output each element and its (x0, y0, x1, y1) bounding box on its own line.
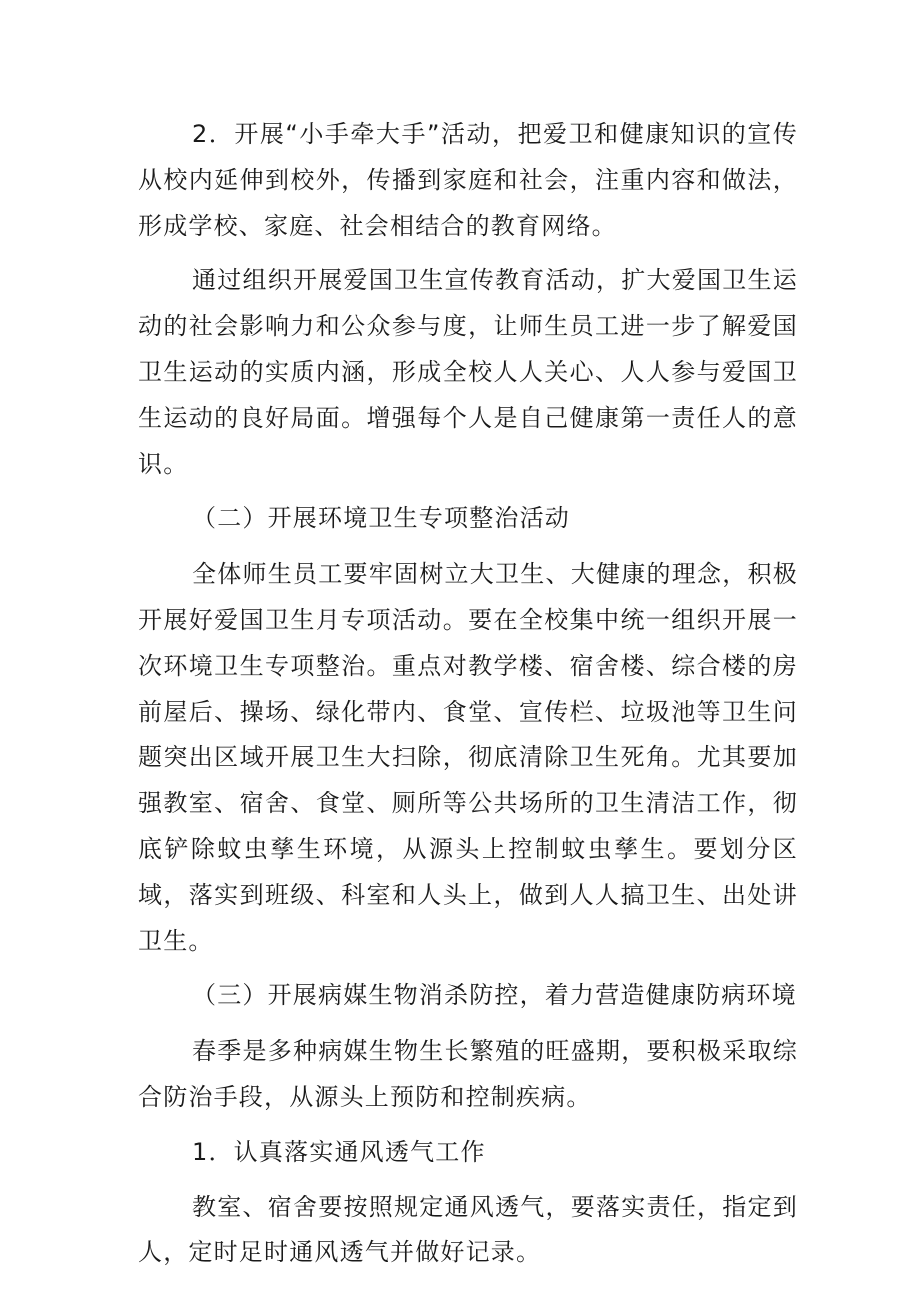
paragraph-publicity-effect: 通过组织开展爱国卫生宣传教育活动，扩大爱国卫生运动的社会影响力和公众参与度，让师生员工进一步了解爱国卫生运动的实质内涵，形成全校人人关心、人人参与爱国卫生运动的良好局面。增强每个人是自己健康第一责任人的意识。 (138, 266, 798, 478)
paragraph-environment-campaign: 全体师生员工要牢固树立大卫生、大健康的理念，积极开展好爱国卫生月专项活动。要在全校集中统一组织开展一次环境卫生专项整治。重点对教学楼、宿舍楼、综合楼的房前屋后、操场、绿化带内、食堂、宣传栏、垃圾池等卫生问题突出区域开展卫生大扫除，彻底清除卫生死角。尤其要加强教室、宿舍、食堂、厕所等公共场所的卫生清洁工作，彻底铲除蚊虫孳生环境，从源头上控制蚊虫孳生。要划分区域，落实到班级、科室和人头上，做到人人搞卫生、出处讲卫生。 (138, 560, 798, 955)
paragraph-ventilation: 教室、宿舍要按照规定通风透气，要落实责任，指定到人，定时足时通风透气并做好记录。 (138, 1192, 798, 1267)
document-body (138, 112, 798, 1282)
paragraph-spring-vectors: 春季是多种病媒生物生长繁殖的旺盛期，要积极采取综合防治手段，从源头上预防和控制疾病。 (138, 1037, 798, 1111)
section-heading-vector-control: （三）开展病媒生物消杀防控，着力营造健康防病环境 (192, 981, 797, 1010)
section-heading-environment-campaign: （二）开展环境卫生专项整治活动 (192, 504, 570, 533)
subheading-ventilation: 1．认真落实通风透气工作 (192, 1137, 486, 1166)
paragraph-small-hands-activity: 2．开展“小手牵大手”活动，把爱卫和健康知识的宣传从校内延伸到校外，传播到家庭和社会，注重内容和做法，形成学校、家庭、社会相结合的教育网络。 (138, 120, 798, 240)
